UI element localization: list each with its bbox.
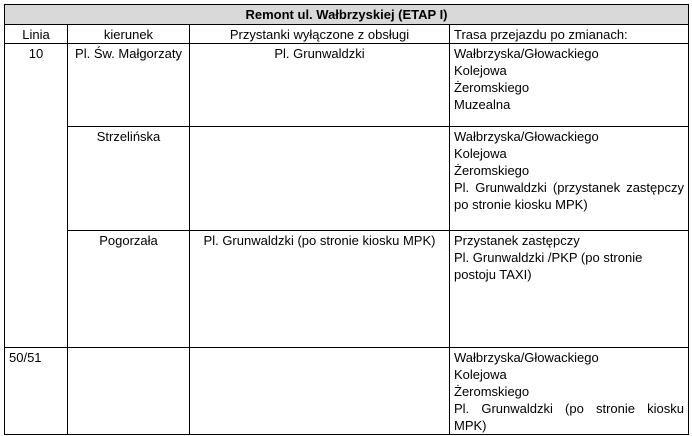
przystanki-cell bbox=[190, 127, 450, 231]
trasa-line: Wałbrzyska/Głowackiego bbox=[454, 46, 599, 61]
trasa-cell bbox=[450, 231, 689, 348]
trasa-line: Muzealna bbox=[454, 97, 511, 112]
trasa-cell bbox=[450, 44, 689, 127]
przystanki-cell bbox=[190, 348, 450, 435]
przystanki-cell: Pl. Grunwaldzki bbox=[190, 44, 450, 127]
trasa-cell bbox=[450, 127, 689, 231]
header-przystanki: Przystanki wyłączone z obsługi bbox=[190, 25, 450, 44]
trasa-line: Wałbrzyska/Głowackiego bbox=[454, 129, 599, 144]
trasa-line: Pl. Grunwaldzki /PKP (po stronie postoju TAXI) bbox=[454, 250, 643, 282]
trasa-line: Pl. Grunwaldzki (po stronie kiosku MPK) bbox=[454, 401, 685, 433]
kierunek-cell: Pogorzała bbox=[68, 231, 190, 348]
kierunek-cell: Strzelińska bbox=[68, 127, 190, 231]
line-number-10: 10 bbox=[5, 44, 68, 348]
line-number-50-51: 50/51 bbox=[5, 348, 68, 435]
trasa-line: Żeromskiego bbox=[454, 163, 530, 178]
header-trasa: Trasa przejazdu po zmianach: bbox=[450, 25, 689, 44]
trasa-line: Pl. Grunwaldzki (przystanek zastępczy po stronie kiosku MPK) bbox=[454, 180, 685, 212]
trasa-line: Kolejowa bbox=[454, 63, 507, 78]
header-linia: Linia bbox=[5, 25, 68, 44]
header-kierunek: kierunek bbox=[68, 25, 190, 44]
trasa-line: Wałbrzyska/Głowackiego bbox=[454, 350, 599, 365]
table-title: Remont ul. Wałbrzyskiej (ETAP I) bbox=[5, 5, 689, 25]
trasa-line: Kolejowa bbox=[454, 367, 507, 382]
trasa-line: Kolejowa bbox=[454, 146, 507, 161]
trasa-cell bbox=[450, 348, 689, 435]
trasa-line: Przystanek zastępczy bbox=[454, 233, 580, 248]
route-change-table bbox=[4, 4, 689, 435]
przystanki-cell: Pl. Grunwaldzki (po stronie kiosku MPK) bbox=[190, 231, 450, 348]
kierunek-cell bbox=[68, 348, 190, 435]
trasa-line: Żeromskiego bbox=[454, 80, 530, 95]
trasa-line: Żeromskiego bbox=[454, 384, 530, 399]
kierunek-cell: Pl. Św. Małgorzaty bbox=[68, 44, 190, 127]
